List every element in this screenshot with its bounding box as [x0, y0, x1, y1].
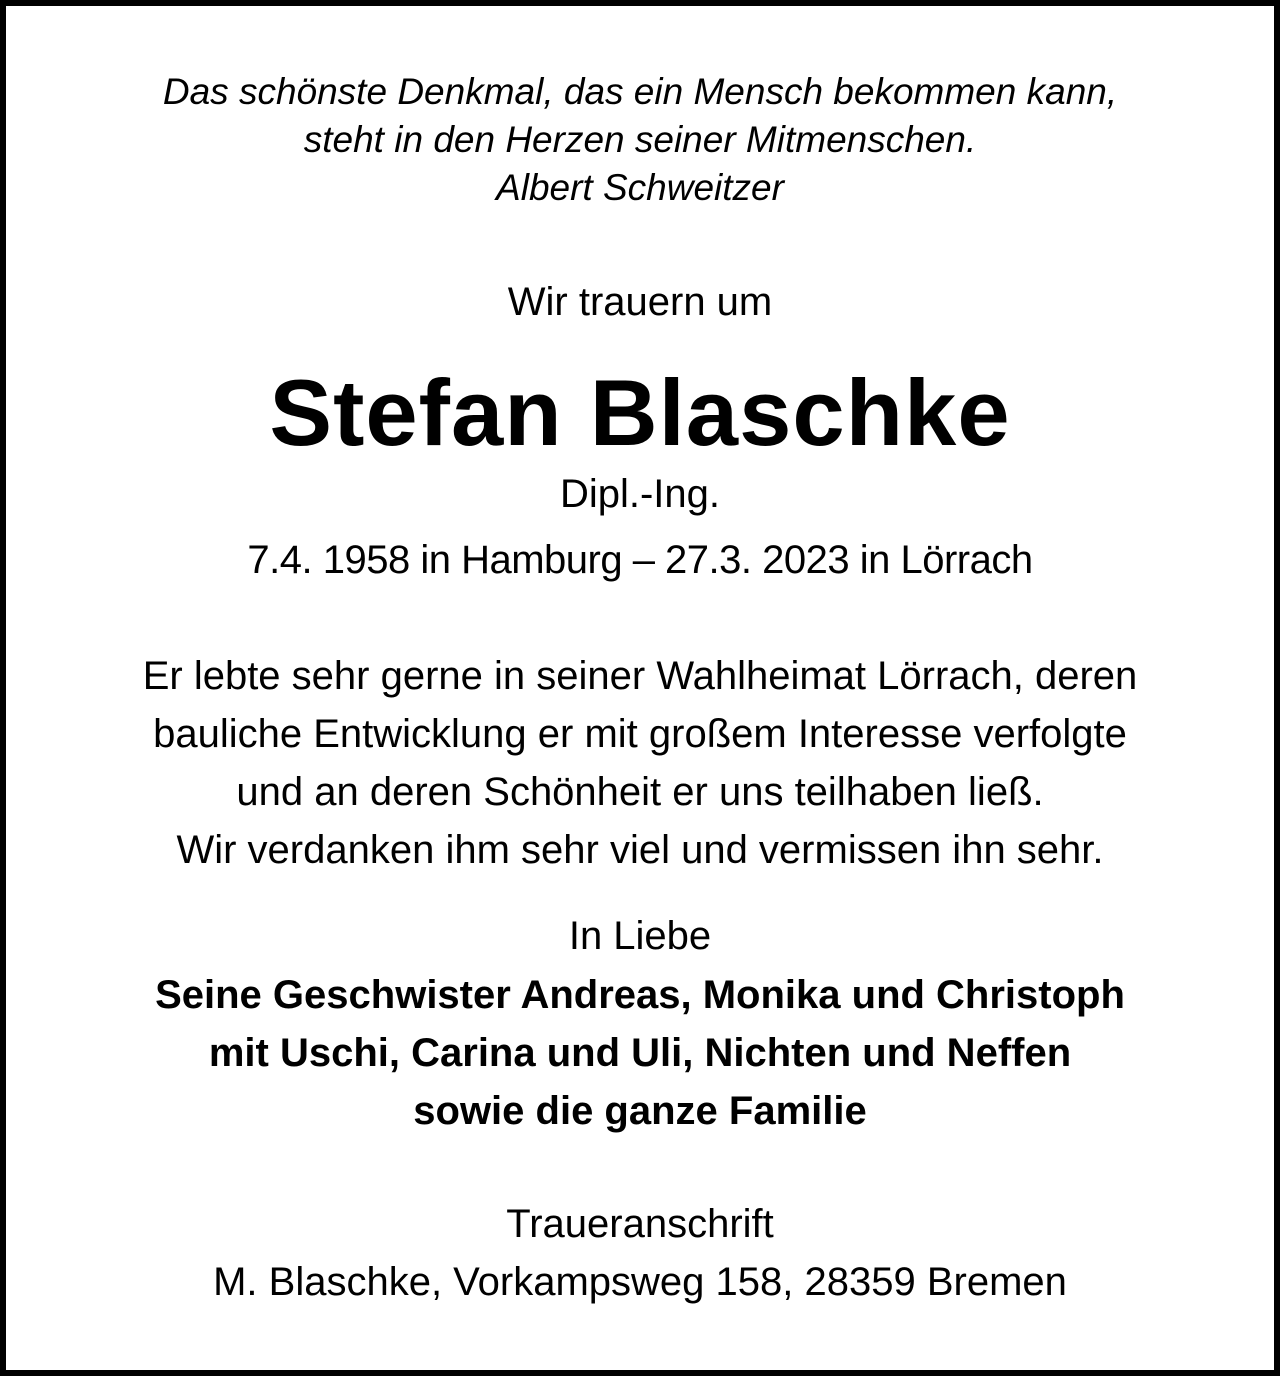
- family-line-3: sowie die ganze Familie: [413, 1089, 867, 1133]
- tribute-line-1: Er lebte sehr gerne in seiner Wahlheimat Lörrach, deren: [142, 654, 1138, 698]
- tribute-line-2: bauliche Entwicklung er mit großem Interesse verfolgte: [153, 712, 1127, 756]
- tribute-line-3: und an deren Schönheit er uns teilhaben ließ.: [236, 770, 1044, 814]
- address-value: M. Blaschke, Vorkampsweg 158, 28359 Bremen: [213, 1260, 1067, 1304]
- closing-text: In Liebe: [568, 914, 712, 958]
- deceased-name: Stefan Blaschke: [269, 360, 1011, 465]
- family-line-1: Seine Geschwister Andreas, Monika und Christoph: [155, 973, 1125, 1017]
- quote-line-1: Das schönste Denkmal, das ein Mensch bekommen kann,: [162, 71, 1118, 112]
- deceased-title: Dipl.-Ing.: [559, 472, 721, 516]
- tribute-line-4: Wir verdanken ihm sehr viel und vermissen ihn sehr.: [176, 828, 1104, 872]
- family-line-2: mit Uschi, Carina und Uli, Nichten und Neffen: [208, 1031, 1072, 1075]
- quote-author: Albert Schweitzer: [496, 167, 784, 208]
- address-label: Traueranschrift: [506, 1202, 774, 1246]
- quote-line-2: steht in den Herzen seiner Mitmenschen.: [303, 119, 977, 160]
- intro-text: Wir trauern um: [507, 280, 773, 324]
- life-dates: 7.4. 1958 in Hamburg – 27.3. 2023 in Lörrach: [247, 538, 1033, 582]
